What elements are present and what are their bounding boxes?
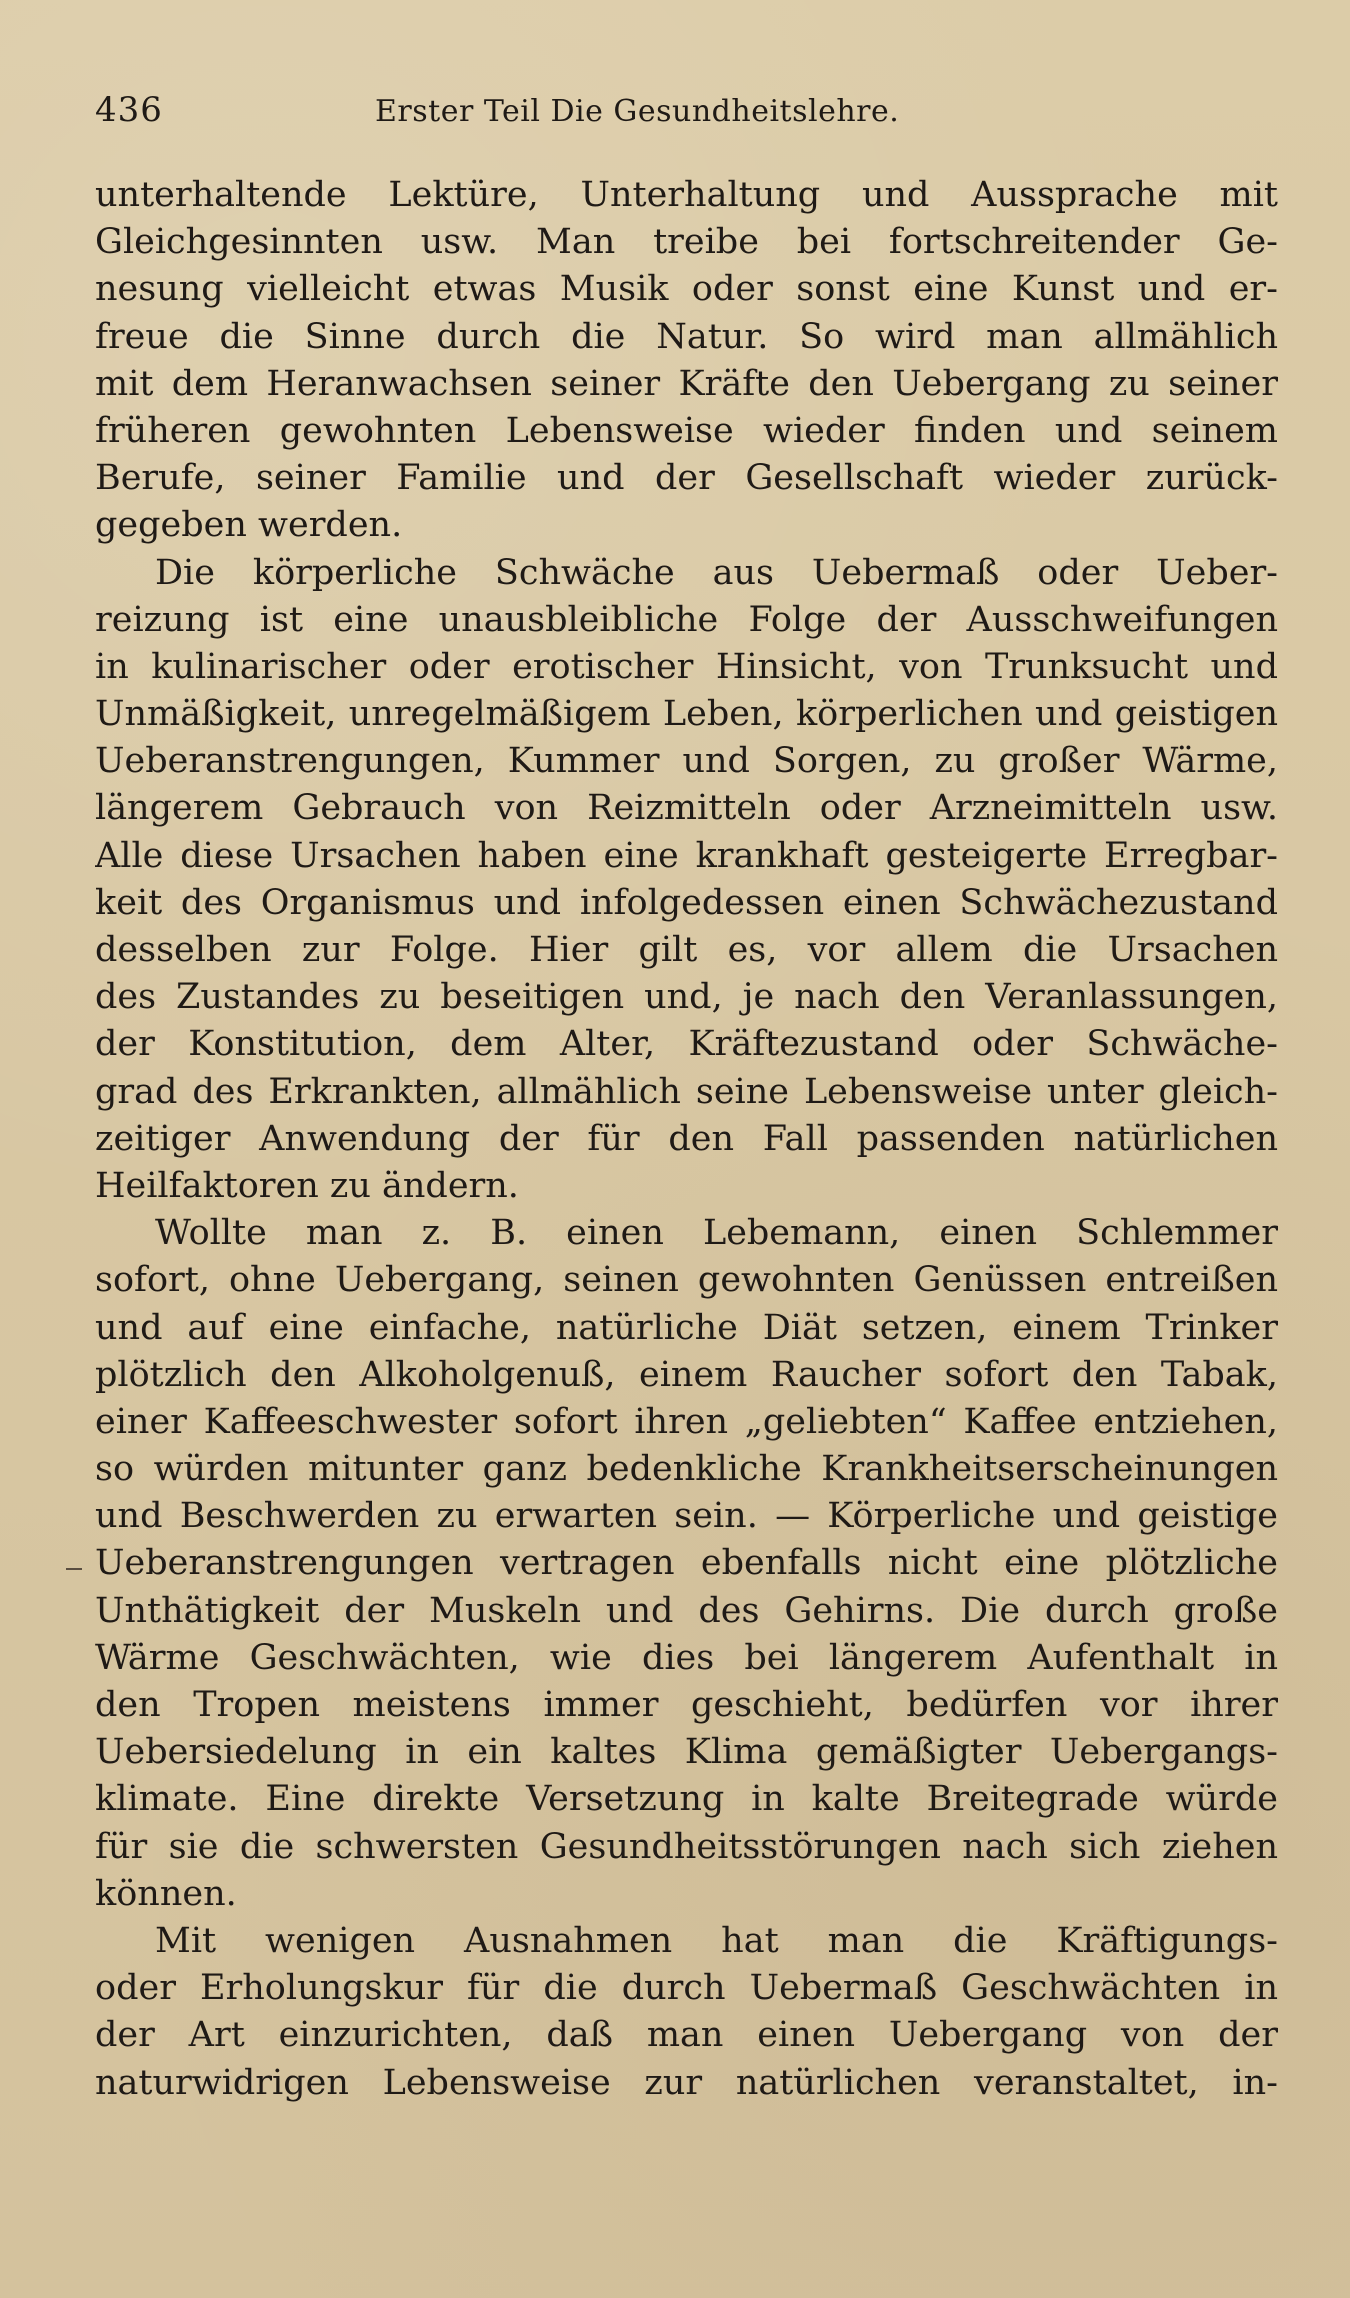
text-line: der Konstitution, dem Alter, Kräftezustand oder Schwäche- — [95, 1024, 1278, 1065]
page-number: 436 — [95, 90, 163, 130]
text-line: Berufe, seiner Familie und der Gesellschaft wieder zurück- — [95, 458, 1278, 499]
text-line: und auf eine einfache, natürliche Diät setzen, einem Trinker — [95, 1307, 1278, 1348]
text-line: so würden mitunter ganz bedenkliche Krankheitserscheinungen — [95, 1449, 1278, 1490]
text-line: unterhaltende Lektüre, Unterhaltung und Aussprache mit — [95, 175, 1278, 215]
text-line: für sie die schwersten Gesundheitsstörungen nach sich ziehen — [95, 1826, 1278, 1867]
text-line: Ueberanstrengungen, Kummer und Sorgen, zu großer Wärme, — [95, 741, 1278, 782]
text-line: Gleichgesinnten usw. Man treibe bei fortschreitender Ge- — [95, 222, 1278, 263]
paragraph — [95, 172, 1278, 550]
text-line: in kulinarischer oder erotischer Hinsicht, von Trunksucht und — [95, 646, 1278, 687]
text-line: klimate. Eine direkte Versetzung in kalte Breitegrade würde — [95, 1779, 1278, 1820]
text-line: naturwidrigen Lebensweise zur natürlichen veranstaltet, in- — [95, 2062, 1278, 2103]
text-line: Mit wenigen Ausnahmen hat man die Kräftigungs- — [155, 1920, 1278, 1961]
text-line: Uebersiedelung in ein kaltes Klima gemäßigter Uebergangs- — [95, 1732, 1278, 1773]
text-line: einer Kaffeeschwester sofort ihren „geliebten“ Kaffee entziehen, — [95, 1401, 1278, 1442]
text-line: Unthätigkeit der Muskeln und des Gehirns. Die durch große — [95, 1590, 1278, 1631]
text-line: Die körperliche Schwäche aus Uebermaß oder Ueber- — [155, 552, 1278, 593]
paragraph — [95, 550, 1278, 1211]
text-line: Unmäßigkeit, unregelmäßigem Leben, körperlichen und geistigen — [95, 694, 1278, 735]
body-text — [95, 172, 1278, 2107]
running-head — [95, 90, 1278, 150]
text-line: früheren gewohnten Lebensweise wieder finden und seinem — [95, 410, 1278, 451]
text-line: des Zustandes zu beseitigen und, je nach den Veranlassungen, — [95, 977, 1278, 1018]
text-line: nesung vielleicht etwas Musik oder sonst eine Kunst und er- — [95, 269, 1278, 310]
text-line: plötzlich den Alkoholgenuß, einem Raucher sofort den Tabak, — [95, 1354, 1278, 1395]
text-line: mit dem Heranwachsen seiner Kräfte den Uebergang zu seiner — [95, 363, 1278, 404]
text-line: den Tropen meistens immer geschieht, bedürfen vor ihrer — [95, 1685, 1278, 1725]
text-line: und Beschwerden zu erwarten sein. — Körperliche und geistige — [95, 1496, 1278, 1537]
running-title: Erster Teil Die Gesundheitslehre. — [375, 94, 900, 129]
margin-dash-mark — [66, 1568, 82, 1570]
text-line: oder Erholungskur für die durch Uebermaß Geschwächten in — [95, 1968, 1278, 2009]
text-line: können. — [95, 1873, 237, 1914]
text-line: keit des Organismus und infolgedessen einen Schwächezustand — [95, 882, 1278, 923]
text-line: Alle diese Ursachen haben eine krankhaft gesteigerte Erregbar- — [95, 835, 1278, 876]
text-line: Heilfaktoren zu ändern. — [95, 1165, 519, 1206]
paragraph — [95, 1918, 1278, 2107]
text-line: längerem Gebrauch von Reizmitteln oder Arzneimitteln usw. — [95, 788, 1278, 829]
text-line: der Art einzurichten, daß man einen Uebergang von der — [95, 2015, 1278, 2056]
text-line: sofort, ohne Uebergang, seinen gewohnten Genüssen entreißen — [95, 1260, 1278, 1301]
text-line: freue die Sinne durch die Natur. So wird man allmählich — [95, 316, 1278, 357]
text-line: reizung ist eine unausbleibliche Folge der Ausschweifungen — [95, 599, 1278, 640]
text-line: desselben zur Folge. Hier gilt es, vor allem die Ursachen — [95, 930, 1278, 970]
text-line: gegeben werden. — [95, 505, 403, 546]
text-line: Wollte man z. B. einen Lebemann, einen Schlemmer — [155, 1213, 1278, 1254]
paragraph — [95, 1210, 1278, 1918]
text-line: Ueberanstrengungen vertragen ebenfalls nicht eine plötzliche — [95, 1543, 1278, 1584]
text-line: grad des Erkrankten, allmählich seine Lebensweise unter gleich- — [95, 1071, 1278, 1112]
text-line: Wärme Geschwächten, wie dies bei längerem Aufenthalt in — [95, 1637, 1278, 1678]
text-line: zeitiger Anwendung der für den Fall passenden natürlichen — [95, 1118, 1278, 1159]
